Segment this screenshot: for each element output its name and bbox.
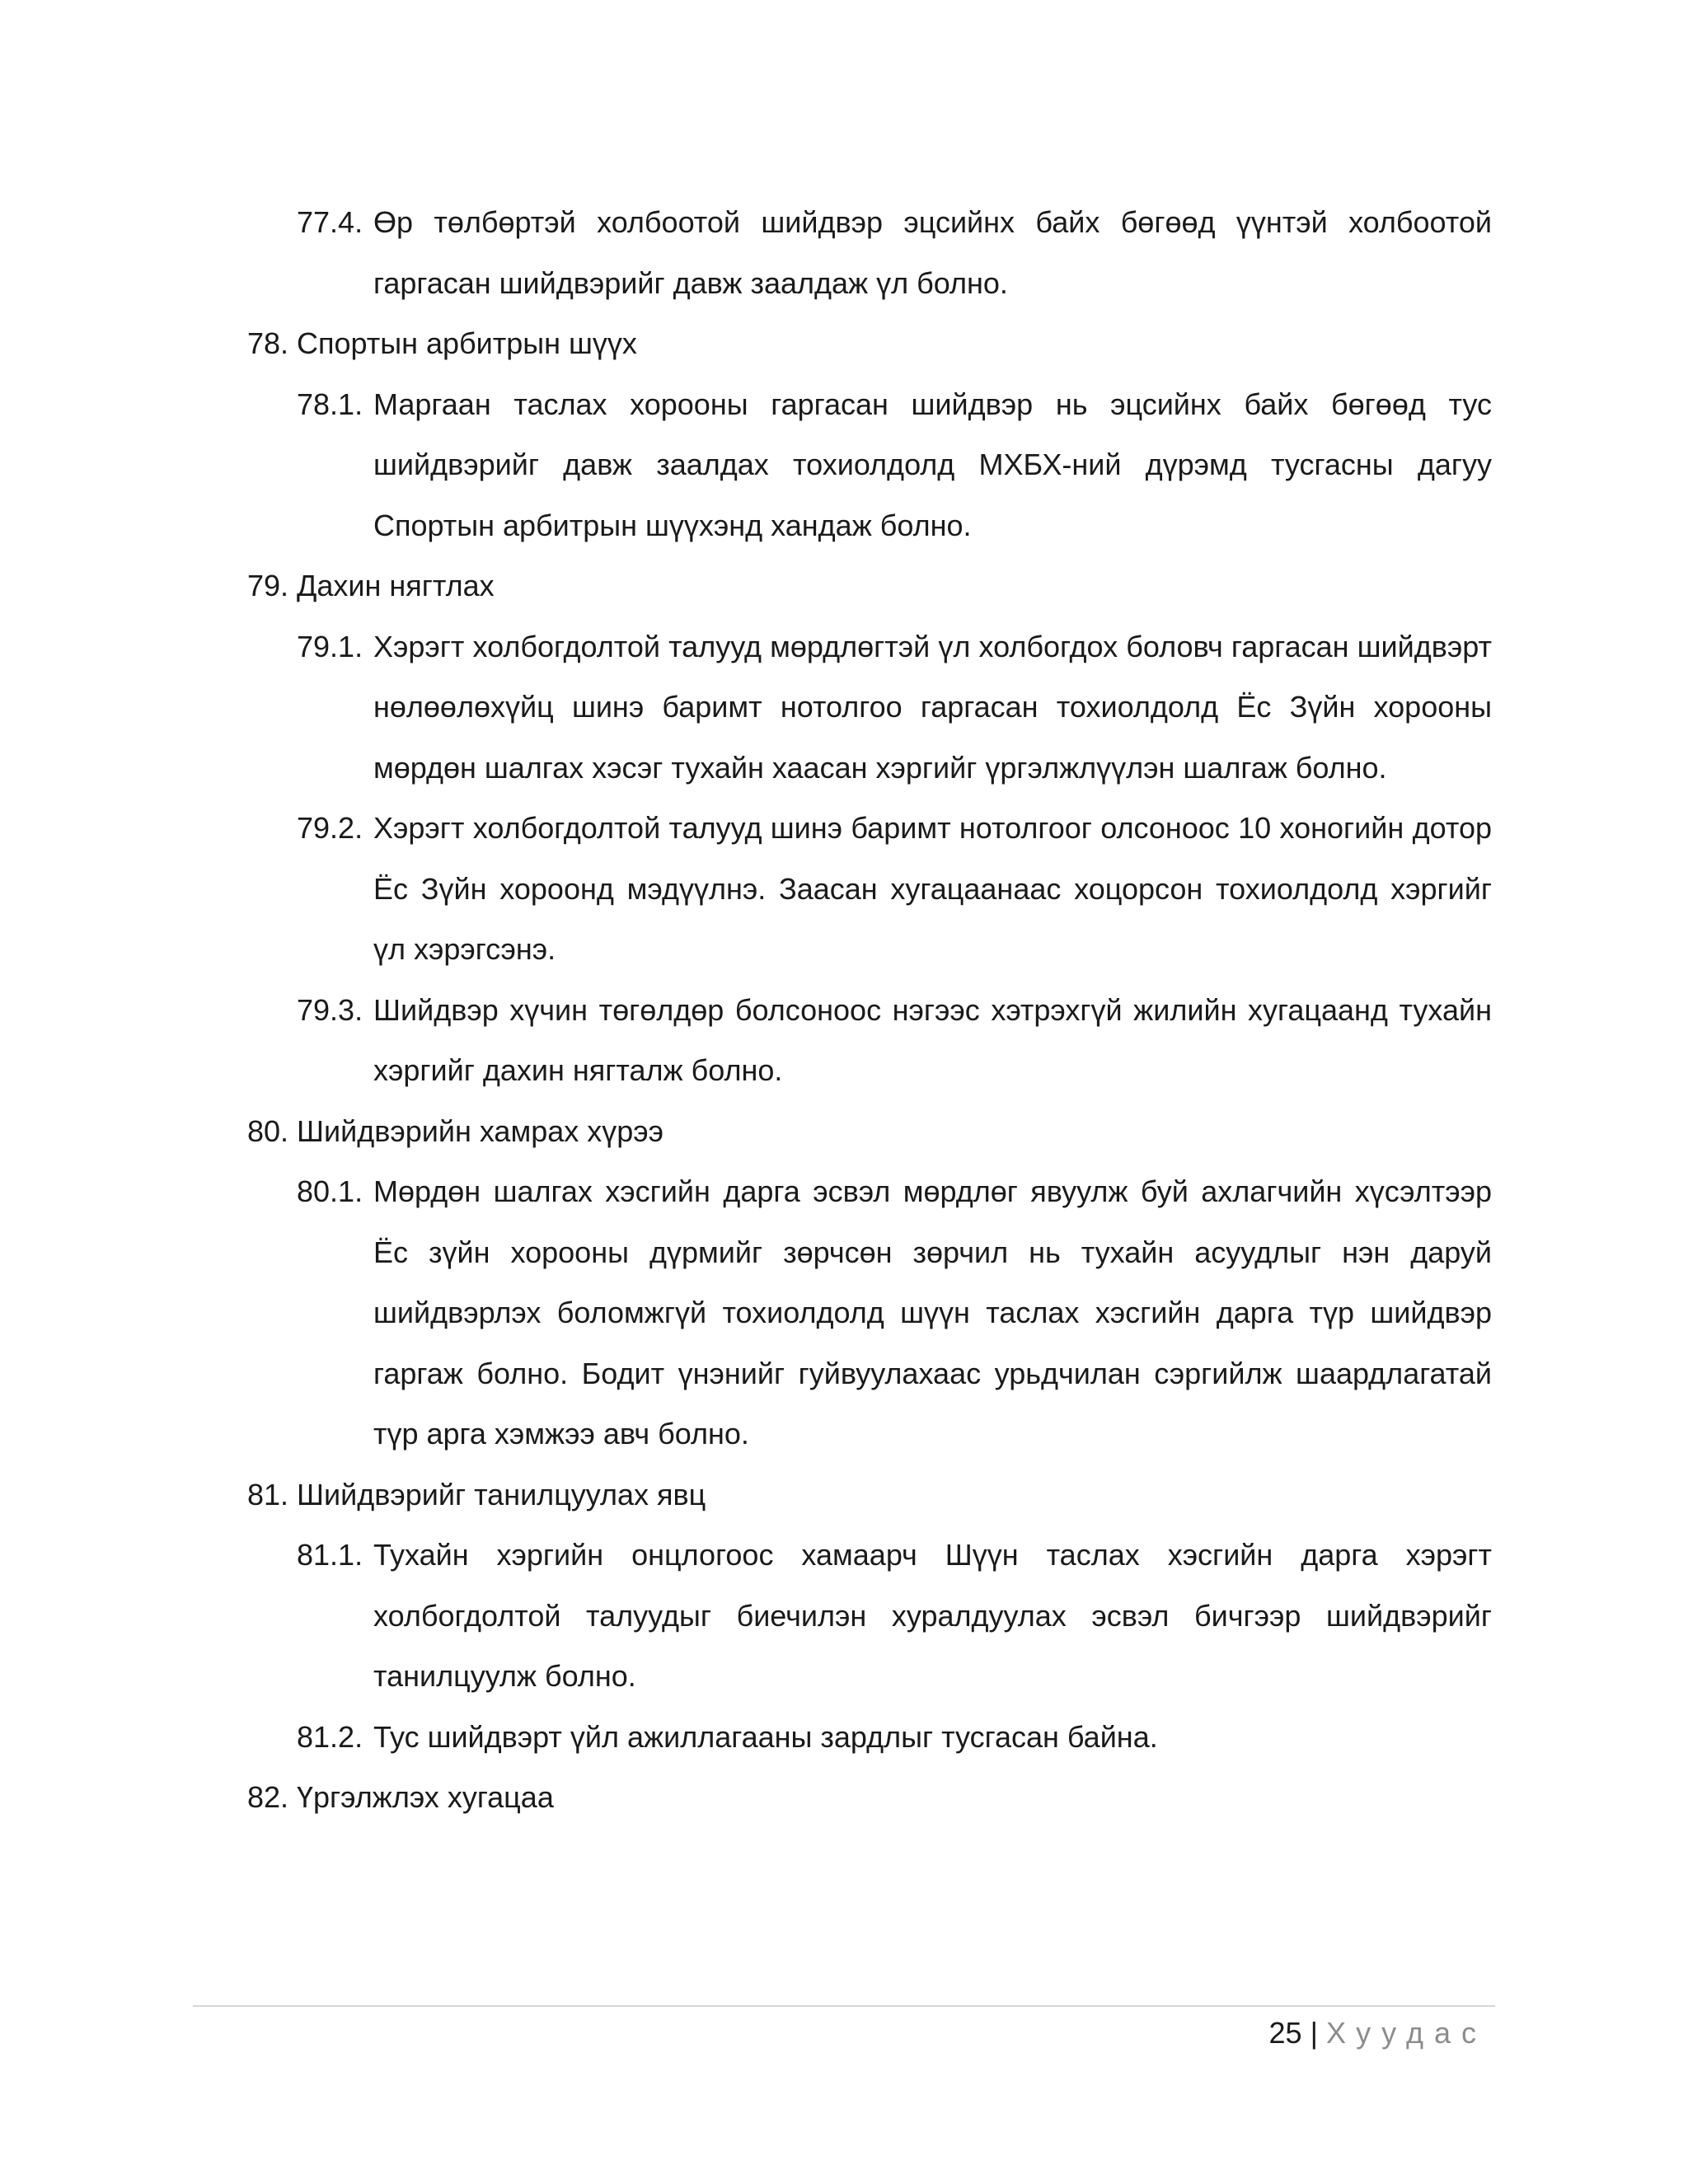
section-number: 78.	[247, 326, 289, 360]
section-heading-82	[247, 1767, 1492, 1828]
clause-number: 77.4.	[297, 205, 363, 239]
footer-divider	[193, 2005, 1495, 2007]
page-footer	[1269, 2008, 1487, 2058]
section-number: 82.	[247, 1780, 289, 1814]
section-title: Үргэлжлэх хугацаа	[297, 1780, 554, 1814]
clause-text: Хэрэгт холбогдолтой талууд шинэ баримт нотолгоог олсоноос 10 хоногийн дотор Ёс Зүйн хороонд мэдүүлнэ. Заасан хугацаанаас хоцорсон тохиолдолд хэргийг үл хэрэгсэнэ.	[373, 811, 1492, 966]
section-number: 79.	[247, 569, 289, 602]
page-label: Хуудас	[1325, 2016, 1487, 2050]
section-title: Шийдвэрийн хамрах хүрээ	[297, 1113, 664, 1148]
clause-text: Мөрдөн шалгах хэсгийн дарга эсвэл мөрдлөг явуулж буй ахлагчийн хүсэлтээр Ёс зүйн хорооны дүрмийг зөрчсөн зөрчил нь тухайн асуудлыг нэн даруй шийдвэрлэх боломжгүй тохиолдолд шүүн таслах хэсгийн дарга түр шийдвэр гаргаж болно. Бодит үнэнийг гуйвуулахаас урьдчилан сэргийлж шаардлагатай түр арга хэмжээ авч болно.	[373, 1174, 1492, 1451]
document-content	[247, 192, 1492, 1828]
section-number: 81.	[247, 1477, 289, 1511]
section-title: Спортын арбитрын шүүх	[297, 326, 637, 360]
clause-81-1	[297, 1525, 1492, 1707]
clause-81-2	[297, 1707, 1492, 1768]
clause-79-3	[297, 980, 1492, 1101]
page-number: 25	[1268, 2016, 1302, 2050]
section-title: Шийдвэрийг танилцуулах явц	[297, 1477, 706, 1511]
clause-number: 79.1.	[297, 629, 363, 663]
clause-80-1	[297, 1161, 1492, 1465]
clause-text: Тус шийдвэрт үйл ажиллагааны зардлыг тусгасан байна.	[373, 1719, 1158, 1754]
clause-text: Өр төлбөртэй холбоотой шийдвэр эцсийнх байх бөгөөд үүнтэй холбоотой гаргасан шийдвэрийг давж заалдаж үл болно.	[373, 205, 1492, 300]
footer-separator: |	[1310, 2016, 1318, 2050]
clause-78-1	[297, 374, 1492, 556]
section-title: Дахин нягтлах	[297, 569, 495, 602]
clause-number: 80.1.	[297, 1174, 363, 1208]
clause-79-2	[297, 798, 1492, 980]
section-heading-79	[247, 555, 1492, 616]
clause-text: Шийдвэр хүчин төгөлдөр болсоноос нэгээс хэтрэхгүй жилийн хугацаанд тухайн хэргийг дахин нягталж болно.	[373, 992, 1492, 1087]
clause-number: 81.2.	[297, 1719, 363, 1754]
section-heading-81	[247, 1465, 1492, 1526]
clause-text: Тухайн хэргийн онцлогоос хамаарч Шүүн таслах хэсгийн дарга хэрэгт холбогдолтой талуудыг биечилэн хуралдуулах эсвэл бичгээр шийдвэрийг танилцуулж болно.	[373, 1538, 1492, 1693]
clause-79-1	[297, 616, 1492, 799]
clause-77-4	[297, 192, 1492, 313]
clause-number: 81.1.	[297, 1538, 363, 1572]
section-number: 80.	[247, 1113, 289, 1148]
clause-number: 79.3.	[297, 992, 363, 1027]
clause-text: Хэрэгт холбогдолтой талууд мөрдлөгтэй үл холбогдох боловч гаргасан шийдвэрт нөлөөлөхүйц шинэ баримт нотолгоо гаргасан тохиолдолд Ёс Зүйн хорооны мөрдөн шалгах хэсэг тухайн хаасан хэргийг үргэлжлүүлэн шалгаж болно.	[373, 629, 1492, 785]
clause-number: 79.2.	[297, 811, 363, 845]
clause-text: Маргаан таслах хорооны гаргасан шийдвэр нь эцсийнх байх бөгөөд тус шийдвэрийг давж заалдах тохиолдолд МХБХ-ний дүрэмд тусгасны дагуу Спортын арбитрын шүүхэнд хандаж болно.	[373, 387, 1492, 542]
section-heading-78	[247, 313, 1492, 374]
section-heading-80	[247, 1101, 1492, 1162]
clause-number: 78.1.	[297, 387, 363, 421]
